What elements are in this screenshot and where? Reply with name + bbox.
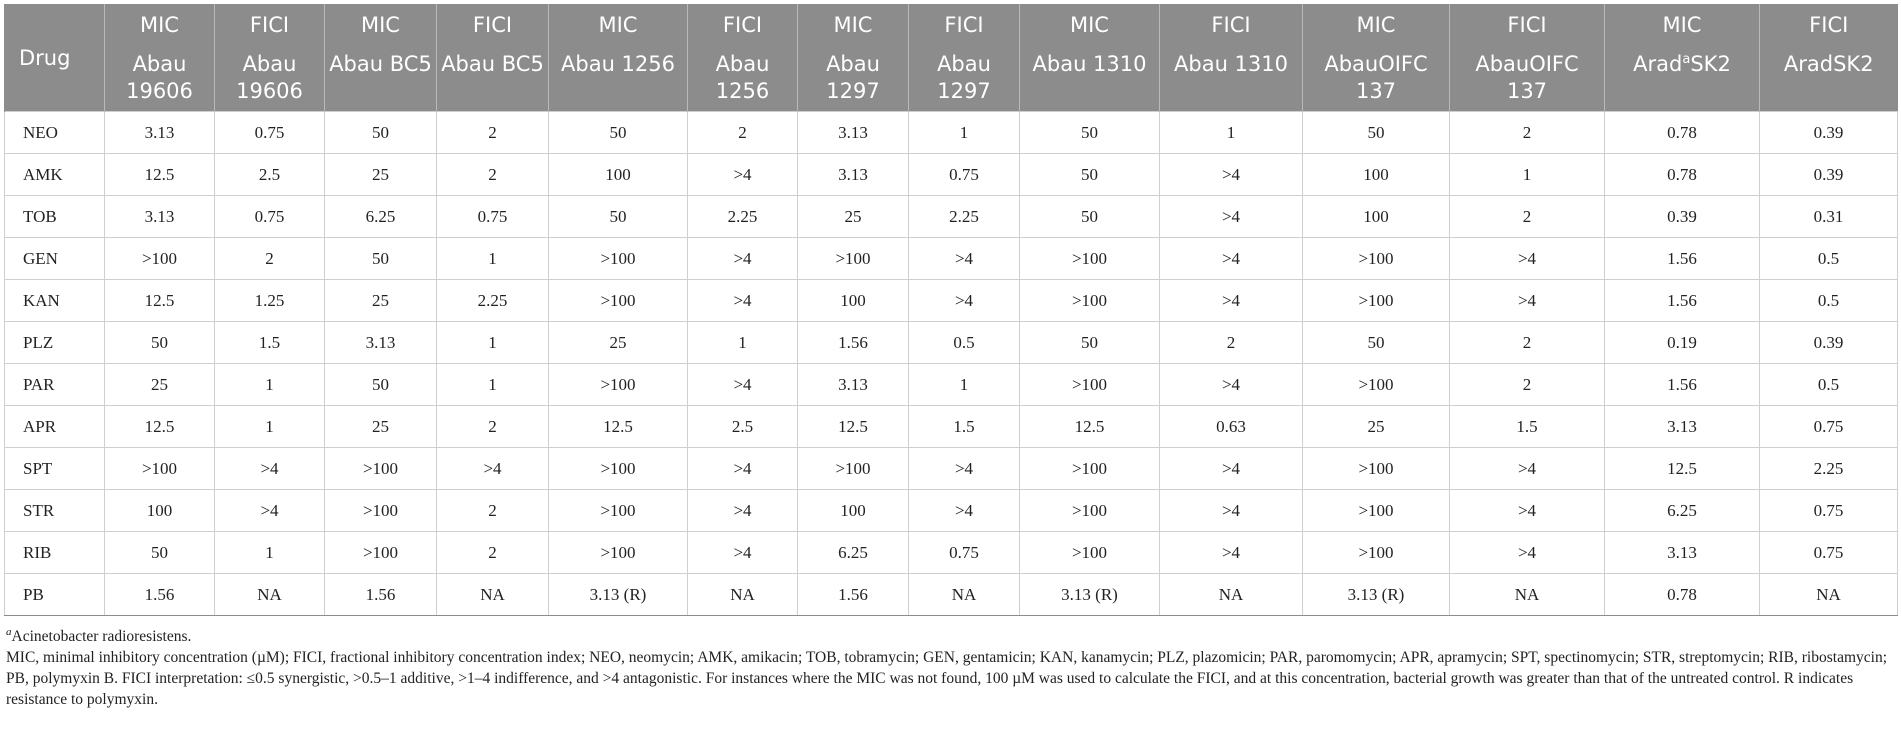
- value-cell: 3.13: [105, 112, 215, 154]
- value-cell: 3.13: [798, 112, 909, 154]
- column-header: [215, 4, 325, 112]
- value-cell: >100: [105, 448, 215, 490]
- value-cell: >4: [1160, 490, 1303, 532]
- column-header-drug: Drug: [5, 4, 105, 112]
- drug-cell: TOB: [5, 196, 105, 238]
- drug-cell: STR: [5, 490, 105, 532]
- value-cell: >4: [1160, 448, 1303, 490]
- drug-cell: GEN: [5, 238, 105, 280]
- value-cell: 2: [437, 154, 549, 196]
- value-cell: 100: [105, 490, 215, 532]
- value-cell: 6.25: [1605, 490, 1760, 532]
- value-cell: 0.75: [909, 532, 1020, 574]
- value-cell: >4: [1160, 154, 1303, 196]
- column-header: [909, 4, 1020, 112]
- value-cell: 0.39: [1760, 112, 1898, 154]
- column-header-strain: Abau 1310: [1032, 52, 1147, 76]
- value-cell: >100: [1303, 238, 1450, 280]
- column-header: [798, 4, 909, 112]
- column-header-metric: FICI: [1507, 13, 1547, 37]
- strain-name-suffix: SK2: [1690, 52, 1731, 76]
- value-cell: 25: [549, 322, 688, 364]
- column-header-metric: MIC: [833, 13, 873, 37]
- value-cell: >100: [1020, 238, 1160, 280]
- column-header-strain: Abau BC5: [441, 52, 544, 76]
- value-cell: >4: [1160, 364, 1303, 406]
- value-cell: NA: [1760, 574, 1898, 616]
- value-cell: 2: [1450, 196, 1605, 238]
- value-cell: 0.75: [437, 196, 549, 238]
- value-cell: 12.5: [1605, 448, 1760, 490]
- value-cell: >100: [1303, 532, 1450, 574]
- column-header-metric: MIC: [1356, 13, 1396, 37]
- value-cell: 0.5: [1760, 280, 1898, 322]
- value-cell: 2: [1450, 112, 1605, 154]
- value-cell: 50: [105, 532, 215, 574]
- value-cell: >100: [1303, 490, 1450, 532]
- value-cell: 0.5: [1760, 364, 1898, 406]
- column-header: [1160, 4, 1303, 112]
- column-header-metric: MIC: [598, 13, 638, 37]
- value-cell: >100: [798, 448, 909, 490]
- value-cell: 2: [1160, 322, 1303, 364]
- value-cell: 25: [105, 364, 215, 406]
- table-body: [5, 112, 1898, 616]
- value-cell: 12.5: [549, 406, 688, 448]
- value-cell: >100: [549, 448, 688, 490]
- value-cell: 1: [215, 364, 325, 406]
- value-cell: 2.25: [909, 196, 1020, 238]
- value-cell: 0.75: [215, 112, 325, 154]
- value-cell: >4: [1160, 532, 1303, 574]
- column-header-strain: Abau 1256: [715, 52, 770, 103]
- value-cell: 3.13: [1605, 406, 1760, 448]
- footnote-a-text: Acinetobacter radioresistens.: [11, 628, 192, 646]
- value-cell: 2: [437, 406, 549, 448]
- value-cell: 2: [215, 238, 325, 280]
- column-header-metric: MIC: [1662, 13, 1702, 37]
- table-row: [5, 154, 1898, 196]
- value-cell: 1: [1450, 154, 1605, 196]
- value-cell: 3.13: [798, 154, 909, 196]
- value-cell: >100: [1303, 448, 1450, 490]
- column-header-strain: Abau 1256: [561, 52, 675, 76]
- drug-cell: KAN: [5, 280, 105, 322]
- value-cell: >4: [1160, 280, 1303, 322]
- footnote-a-marker: a: [6, 626, 12, 638]
- column-header-strain: Abau 19606: [236, 52, 303, 103]
- column-header-metric: FICI: [944, 13, 984, 37]
- value-cell: 50: [325, 238, 437, 280]
- value-cell: NA: [437, 574, 549, 616]
- value-cell: >4: [909, 280, 1020, 322]
- value-cell: >100: [549, 238, 688, 280]
- column-header: [1760, 4, 1898, 112]
- value-cell: 100: [549, 154, 688, 196]
- value-cell: 0.31: [1760, 196, 1898, 238]
- column-header-strain: AbauOIFC 137: [1324, 52, 1428, 103]
- column-header: [325, 4, 437, 112]
- footnote-a: [6, 622, 1896, 647]
- value-cell: 2.5: [688, 406, 798, 448]
- value-cell: >100: [325, 448, 437, 490]
- value-cell: 6.25: [798, 532, 909, 574]
- value-cell: 2.25: [1760, 448, 1898, 490]
- value-cell: >100: [1020, 448, 1160, 490]
- value-cell: 100: [1303, 196, 1450, 238]
- value-cell: 1.5: [1450, 406, 1605, 448]
- value-cell: 1: [688, 322, 798, 364]
- drug-cell: PAR: [5, 364, 105, 406]
- value-cell: >100: [798, 238, 909, 280]
- table-row: [5, 196, 1898, 238]
- value-cell: 12.5: [105, 406, 215, 448]
- value-cell: 25: [325, 280, 437, 322]
- footnote-abbreviations: MIC, minimal inhibitory concentration (µM); FICI, fractional inhibitory concentration index; NEO, neomycin; AMK, amikacin; TOB, tobramycin; GEN, gentamicin; KAN, kanamycin; PLZ, plazomicin; PAR, paromomycin; APR, apramycin; SPT, spectinomycin; STR, streptomycin; RIB, ribostamycin; PB, polymyxin B. FICI interpretation: ≤0.5 synergistic, >0.5–1 additive, >1–4 indifference, and >4 antagonistic. For instances where the MIC was not found, 100 µM was used to calculate the FICI, and at this concentration, bacterial growth was greater than that of the untreated control. R indicates resistance to polymyxin.: [6, 649, 1887, 709]
- value-cell: 50: [325, 112, 437, 154]
- value-cell: >100: [1303, 364, 1450, 406]
- value-cell: >4: [688, 532, 798, 574]
- data-table: [4, 4, 1898, 616]
- table-row: [5, 364, 1898, 406]
- value-cell: >4: [215, 490, 325, 532]
- column-header-metric: MIC: [361, 13, 400, 37]
- value-cell: >100: [549, 490, 688, 532]
- value-cell: 50: [1020, 112, 1160, 154]
- value-cell: 0.75: [1760, 532, 1898, 574]
- table-row: [5, 322, 1898, 364]
- column-header-metric: MIC: [1070, 13, 1109, 37]
- value-cell: 1: [909, 112, 1020, 154]
- value-cell: 12.5: [105, 154, 215, 196]
- column-header-metric: MIC: [140, 13, 179, 37]
- value-cell: 1: [1160, 112, 1303, 154]
- table-header-row: [5, 4, 1898, 112]
- value-cell: 3.13: [1605, 532, 1760, 574]
- value-cell: 0.75: [1760, 490, 1898, 532]
- value-cell: 50: [1020, 322, 1160, 364]
- value-cell: 0.75: [215, 196, 325, 238]
- value-cell: 1.56: [1605, 280, 1760, 322]
- column-header-strain: Abau 1310: [1174, 52, 1288, 76]
- table-row: [5, 112, 1898, 154]
- value-cell: 3.13: [325, 322, 437, 364]
- value-cell: 2.25: [437, 280, 549, 322]
- value-cell: 50: [105, 322, 215, 364]
- drug-cell: PLZ: [5, 322, 105, 364]
- value-cell: 12.5: [798, 406, 909, 448]
- value-cell: >4: [688, 154, 798, 196]
- value-cell: >100: [325, 532, 437, 574]
- column-header: [549, 4, 688, 112]
- value-cell: 0.39: [1760, 154, 1898, 196]
- value-cell: 1.56: [1605, 364, 1760, 406]
- column-header: [105, 4, 215, 112]
- table-footnotes: [4, 622, 1896, 710]
- value-cell: 100: [1303, 154, 1450, 196]
- value-cell: 3.13 (R): [549, 574, 688, 616]
- value-cell: 0.39: [1605, 196, 1760, 238]
- drug-cell: APR: [5, 406, 105, 448]
- value-cell: 1.25: [215, 280, 325, 322]
- value-cell: NA: [1160, 574, 1303, 616]
- value-cell: >100: [325, 490, 437, 532]
- value-cell: 3.13 (R): [1303, 574, 1450, 616]
- strain-footnote-marker: a: [1682, 52, 1691, 67]
- column-header-strain: Abau 1297: [937, 52, 991, 103]
- value-cell: NA: [1450, 574, 1605, 616]
- value-cell: 2: [1450, 322, 1605, 364]
- value-cell: NA: [688, 574, 798, 616]
- value-cell: >4: [688, 280, 798, 322]
- table-row: [5, 238, 1898, 280]
- value-cell: >4: [688, 364, 798, 406]
- table-row: [5, 406, 1898, 448]
- value-cell: 25: [325, 154, 437, 196]
- value-cell: >100: [1020, 364, 1160, 406]
- table-figure: [4, 4, 1897, 710]
- value-cell: 50: [549, 196, 688, 238]
- drug-cell: PB: [5, 574, 105, 616]
- value-cell: 25: [1303, 406, 1450, 448]
- value-cell: 1.56: [1605, 238, 1760, 280]
- value-cell: 3.13 (R): [1020, 574, 1160, 616]
- value-cell: >4: [688, 448, 798, 490]
- column-header: [688, 4, 798, 112]
- value-cell: 1.5: [215, 322, 325, 364]
- value-cell: 50: [549, 112, 688, 154]
- column-header-strain: Abau 1297: [826, 52, 880, 103]
- value-cell: 50: [1303, 322, 1450, 364]
- value-cell: >4: [909, 490, 1020, 532]
- column-header-metric: FICI: [1211, 13, 1251, 37]
- value-cell: 50: [325, 364, 437, 406]
- column-header-strain: [1607, 51, 1757, 78]
- value-cell: >4: [1160, 238, 1303, 280]
- value-cell: 2.25: [688, 196, 798, 238]
- value-cell: 50: [1020, 154, 1160, 196]
- drug-cell: AMK: [5, 154, 105, 196]
- value-cell: 1: [437, 364, 549, 406]
- value-cell: >4: [1160, 196, 1303, 238]
- table-row: [5, 490, 1898, 532]
- value-cell: >100: [105, 238, 215, 280]
- value-cell: >100: [1020, 490, 1160, 532]
- value-cell: >100: [549, 532, 688, 574]
- value-cell: 0.5: [909, 322, 1020, 364]
- value-cell: >4: [1450, 532, 1605, 574]
- table-row: [5, 532, 1898, 574]
- value-cell: 1.56: [798, 322, 909, 364]
- value-cell: 1.56: [325, 574, 437, 616]
- value-cell: NA: [909, 574, 1020, 616]
- value-cell: 12.5: [105, 280, 215, 322]
- column-header-metric: FICI: [1809, 13, 1849, 37]
- value-cell: 50: [1303, 112, 1450, 154]
- value-cell: >4: [1450, 280, 1605, 322]
- value-cell: 0.63: [1160, 406, 1303, 448]
- value-cell: >4: [1450, 490, 1605, 532]
- value-cell: >4: [1450, 238, 1605, 280]
- column-header: [1303, 4, 1450, 112]
- drug-cell: NEO: [5, 112, 105, 154]
- value-cell: 1.56: [798, 574, 909, 616]
- column-header-strain: Abau 19606: [126, 52, 193, 103]
- value-cell: 1: [215, 532, 325, 574]
- value-cell: 1.56: [105, 574, 215, 616]
- value-cell: >4: [909, 238, 1020, 280]
- strain-name: Arad: [1633, 52, 1683, 76]
- value-cell: >4: [909, 448, 1020, 490]
- value-cell: 100: [798, 490, 909, 532]
- column-header-metric: FICI: [249, 13, 290, 37]
- value-cell: 1: [437, 238, 549, 280]
- value-cell: 0.78: [1605, 154, 1760, 196]
- column-header-strain: AradSK2: [1783, 52, 1874, 76]
- value-cell: >4: [215, 448, 325, 490]
- value-cell: 3.13: [798, 364, 909, 406]
- value-cell: 0.75: [1760, 406, 1898, 448]
- table-row: [5, 280, 1898, 322]
- drug-cell: SPT: [5, 448, 105, 490]
- value-cell: 3.13: [105, 196, 215, 238]
- value-cell: 6.25: [325, 196, 437, 238]
- value-cell: >4: [1450, 448, 1605, 490]
- value-cell: NA: [215, 574, 325, 616]
- value-cell: >100: [1303, 280, 1450, 322]
- value-cell: 0.5: [1760, 238, 1898, 280]
- value-cell: >4: [688, 490, 798, 532]
- column-header: [1605, 4, 1760, 112]
- column-header-strain: AbauOIFC 137: [1475, 52, 1579, 103]
- value-cell: 2: [688, 112, 798, 154]
- value-cell: 50: [1020, 196, 1160, 238]
- value-cell: 100: [798, 280, 909, 322]
- value-cell: 2: [437, 112, 549, 154]
- value-cell: 1: [437, 322, 549, 364]
- value-cell: 12.5: [1020, 406, 1160, 448]
- column-header-metric: FICI: [472, 13, 513, 37]
- table-row: [5, 448, 1898, 490]
- value-cell: 0.39: [1760, 322, 1898, 364]
- value-cell: 2: [1450, 364, 1605, 406]
- value-cell: 25: [325, 406, 437, 448]
- value-cell: >100: [1020, 280, 1160, 322]
- value-cell: 2: [437, 532, 549, 574]
- value-cell: 0.75: [909, 154, 1020, 196]
- value-cell: 1: [215, 406, 325, 448]
- value-cell: 0.78: [1605, 574, 1760, 616]
- value-cell: 25: [798, 196, 909, 238]
- value-cell: 2: [437, 490, 549, 532]
- column-header-metric: FICI: [722, 13, 763, 37]
- table-row: [5, 574, 1898, 616]
- value-cell: 0.78: [1605, 112, 1760, 154]
- drug-cell: RIB: [5, 532, 105, 574]
- column-header: [1450, 4, 1605, 112]
- column-header-strain: Abau BC5: [329, 52, 432, 76]
- value-cell: >100: [1020, 532, 1160, 574]
- value-cell: 0.19: [1605, 322, 1760, 364]
- value-cell: 1.5: [909, 406, 1020, 448]
- value-cell: >100: [549, 280, 688, 322]
- column-header: [1020, 4, 1160, 112]
- value-cell: >100: [549, 364, 688, 406]
- value-cell: 2.5: [215, 154, 325, 196]
- column-header: [437, 4, 549, 112]
- value-cell: >4: [688, 238, 798, 280]
- value-cell: 1: [909, 364, 1020, 406]
- value-cell: >4: [437, 448, 549, 490]
